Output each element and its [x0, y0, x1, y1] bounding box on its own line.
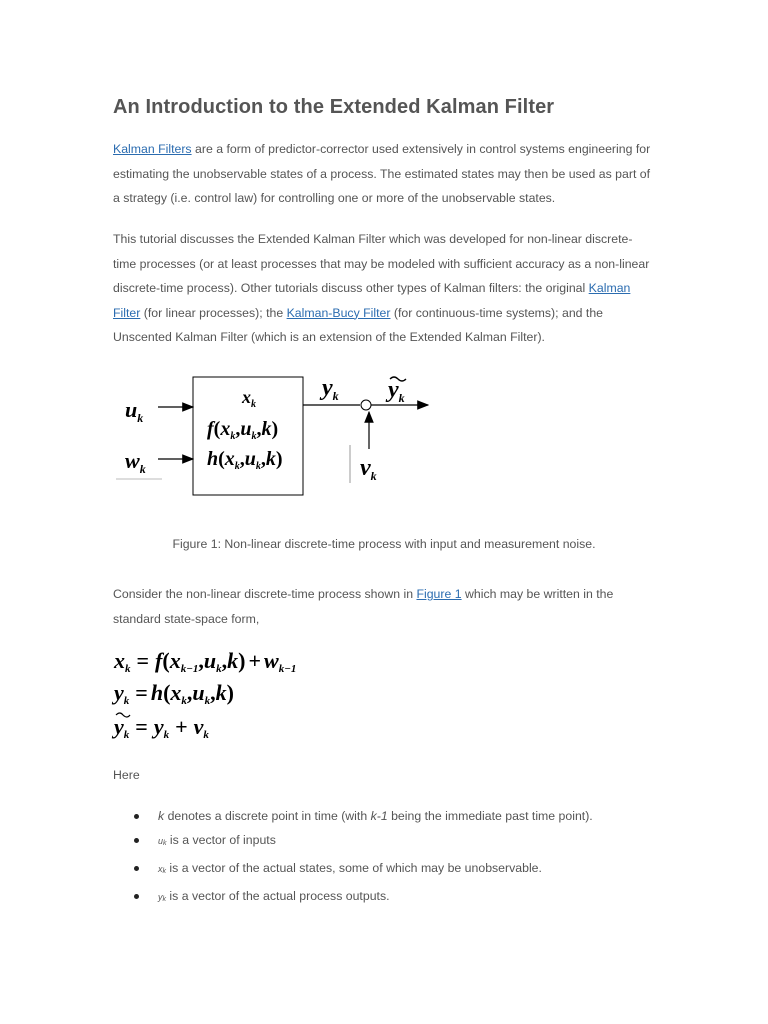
symbol: u — [158, 836, 164, 846]
list-item — [113, 828, 673, 856]
svg-text:yk: $y_k$ — [388, 377, 405, 405]
output-ytilde-label — [385, 377, 406, 405]
output-y-label: $y_k$ — [322, 375, 339, 403]
item-text: denotes a discrete point in time (with — [164, 809, 371, 823]
input-w-label: $w_k$ — [125, 448, 146, 476]
kalman-filter-link[interactable]: Kalman Filter — [113, 281, 631, 320]
subscript: k — [162, 896, 166, 903]
item-text: is a vector of the actual process outputs. — [166, 889, 390, 903]
item-text: being the immediate past time point). — [387, 809, 593, 823]
h-function-label — [207, 448, 283, 472]
figure-1-link[interactable]: Figure 1 — [416, 587, 462, 601]
input-u-label: $u_k$ — [125, 397, 144, 425]
svg-text:f(xk,uk,k): $f(x_k,u_k,k)$ — [207, 418, 279, 442]
bullet-icon — [134, 866, 139, 871]
consider-text-1: Consider the non-linear discrete-time process shown in — [113, 587, 417, 601]
subscript: k — [163, 840, 167, 847]
state-space-equations — [110, 640, 350, 750]
noise-v-label: $v_k$ — [360, 455, 377, 483]
equation-output: yk = h(xk,uk,k) — [114, 680, 234, 707]
subscript: k — [162, 868, 166, 875]
bullet-icon — [134, 814, 139, 819]
bullet-icon — [134, 894, 139, 899]
here-label: Here — [113, 768, 140, 782]
kalman-bucy-filter-link[interactable]: Kalman-Bucy Filter — [286, 305, 391, 320]
tutorial-text-3: (for continuous-time systems); and the Unscented Kalman Filter (which is an extension of the Extended Kalman Filter). — [113, 305, 604, 344]
symbol: k-1 — [370, 809, 388, 823]
kalman-filters-link[interactable]: Kalman Filters — [113, 142, 192, 156]
equation-state: xk = f(xk−1,uk,k) + wk−1 — [114, 648, 297, 675]
bullet-icon — [134, 838, 139, 843]
f-function-label — [207, 418, 278, 442]
item-text: is a vector of the actual states, some of which may be unobservable. — [166, 861, 542, 875]
list-item — [113, 884, 673, 912]
consider-text-2: which may be written in the standard state-space form, — [113, 587, 614, 626]
intro-paragraph — [113, 137, 653, 211]
state-x-label: $x_k$ — [242, 387, 256, 410]
summing-junction — [361, 400, 371, 410]
tutorial-text-2: (for linear processes); the — [140, 305, 287, 320]
symbol: y — [158, 892, 163, 902]
list-item — [113, 804, 673, 828]
page-title: An Introduction to the Extended Kalman Filter — [113, 96, 555, 118]
consider-paragraph — [113, 582, 653, 631]
symbol: k — [158, 809, 165, 823]
symbol: x — [158, 864, 163, 874]
intro-text: are a form of predictor-corrector used extensively in control systems engineering for estimating the unobservable states of a process. The estimated states may then be used as part of a strategy (i.e. control law) for controlling one or more of the unobservable states. — [113, 142, 651, 205]
definition-list — [113, 804, 673, 912]
list-item — [113, 856, 673, 884]
tutorial-text-1: This tutorial discusses the Extended Kalman Filter which was developed for non-linear discrete-time processes (or at least processes that may be modeled with sufficient accuracy as a non-linear discrete-time process). Other tutorials discuss other types of Kalman filters: the original — [113, 232, 650, 295]
process-block-diagram — [110, 365, 450, 505]
item-text: is a vector of inputs — [166, 833, 276, 847]
equation-measurement: yk = yk + vk — [114, 714, 209, 741]
svg-text:h(xk,uk,k): $h(x_k,u_k,k)$ — [207, 448, 283, 472]
figure-caption: Figure 1: Non-linear discrete-time process with input and measurement noise. — [172, 537, 596, 551]
tutorial-paragraph — [113, 227, 653, 350]
